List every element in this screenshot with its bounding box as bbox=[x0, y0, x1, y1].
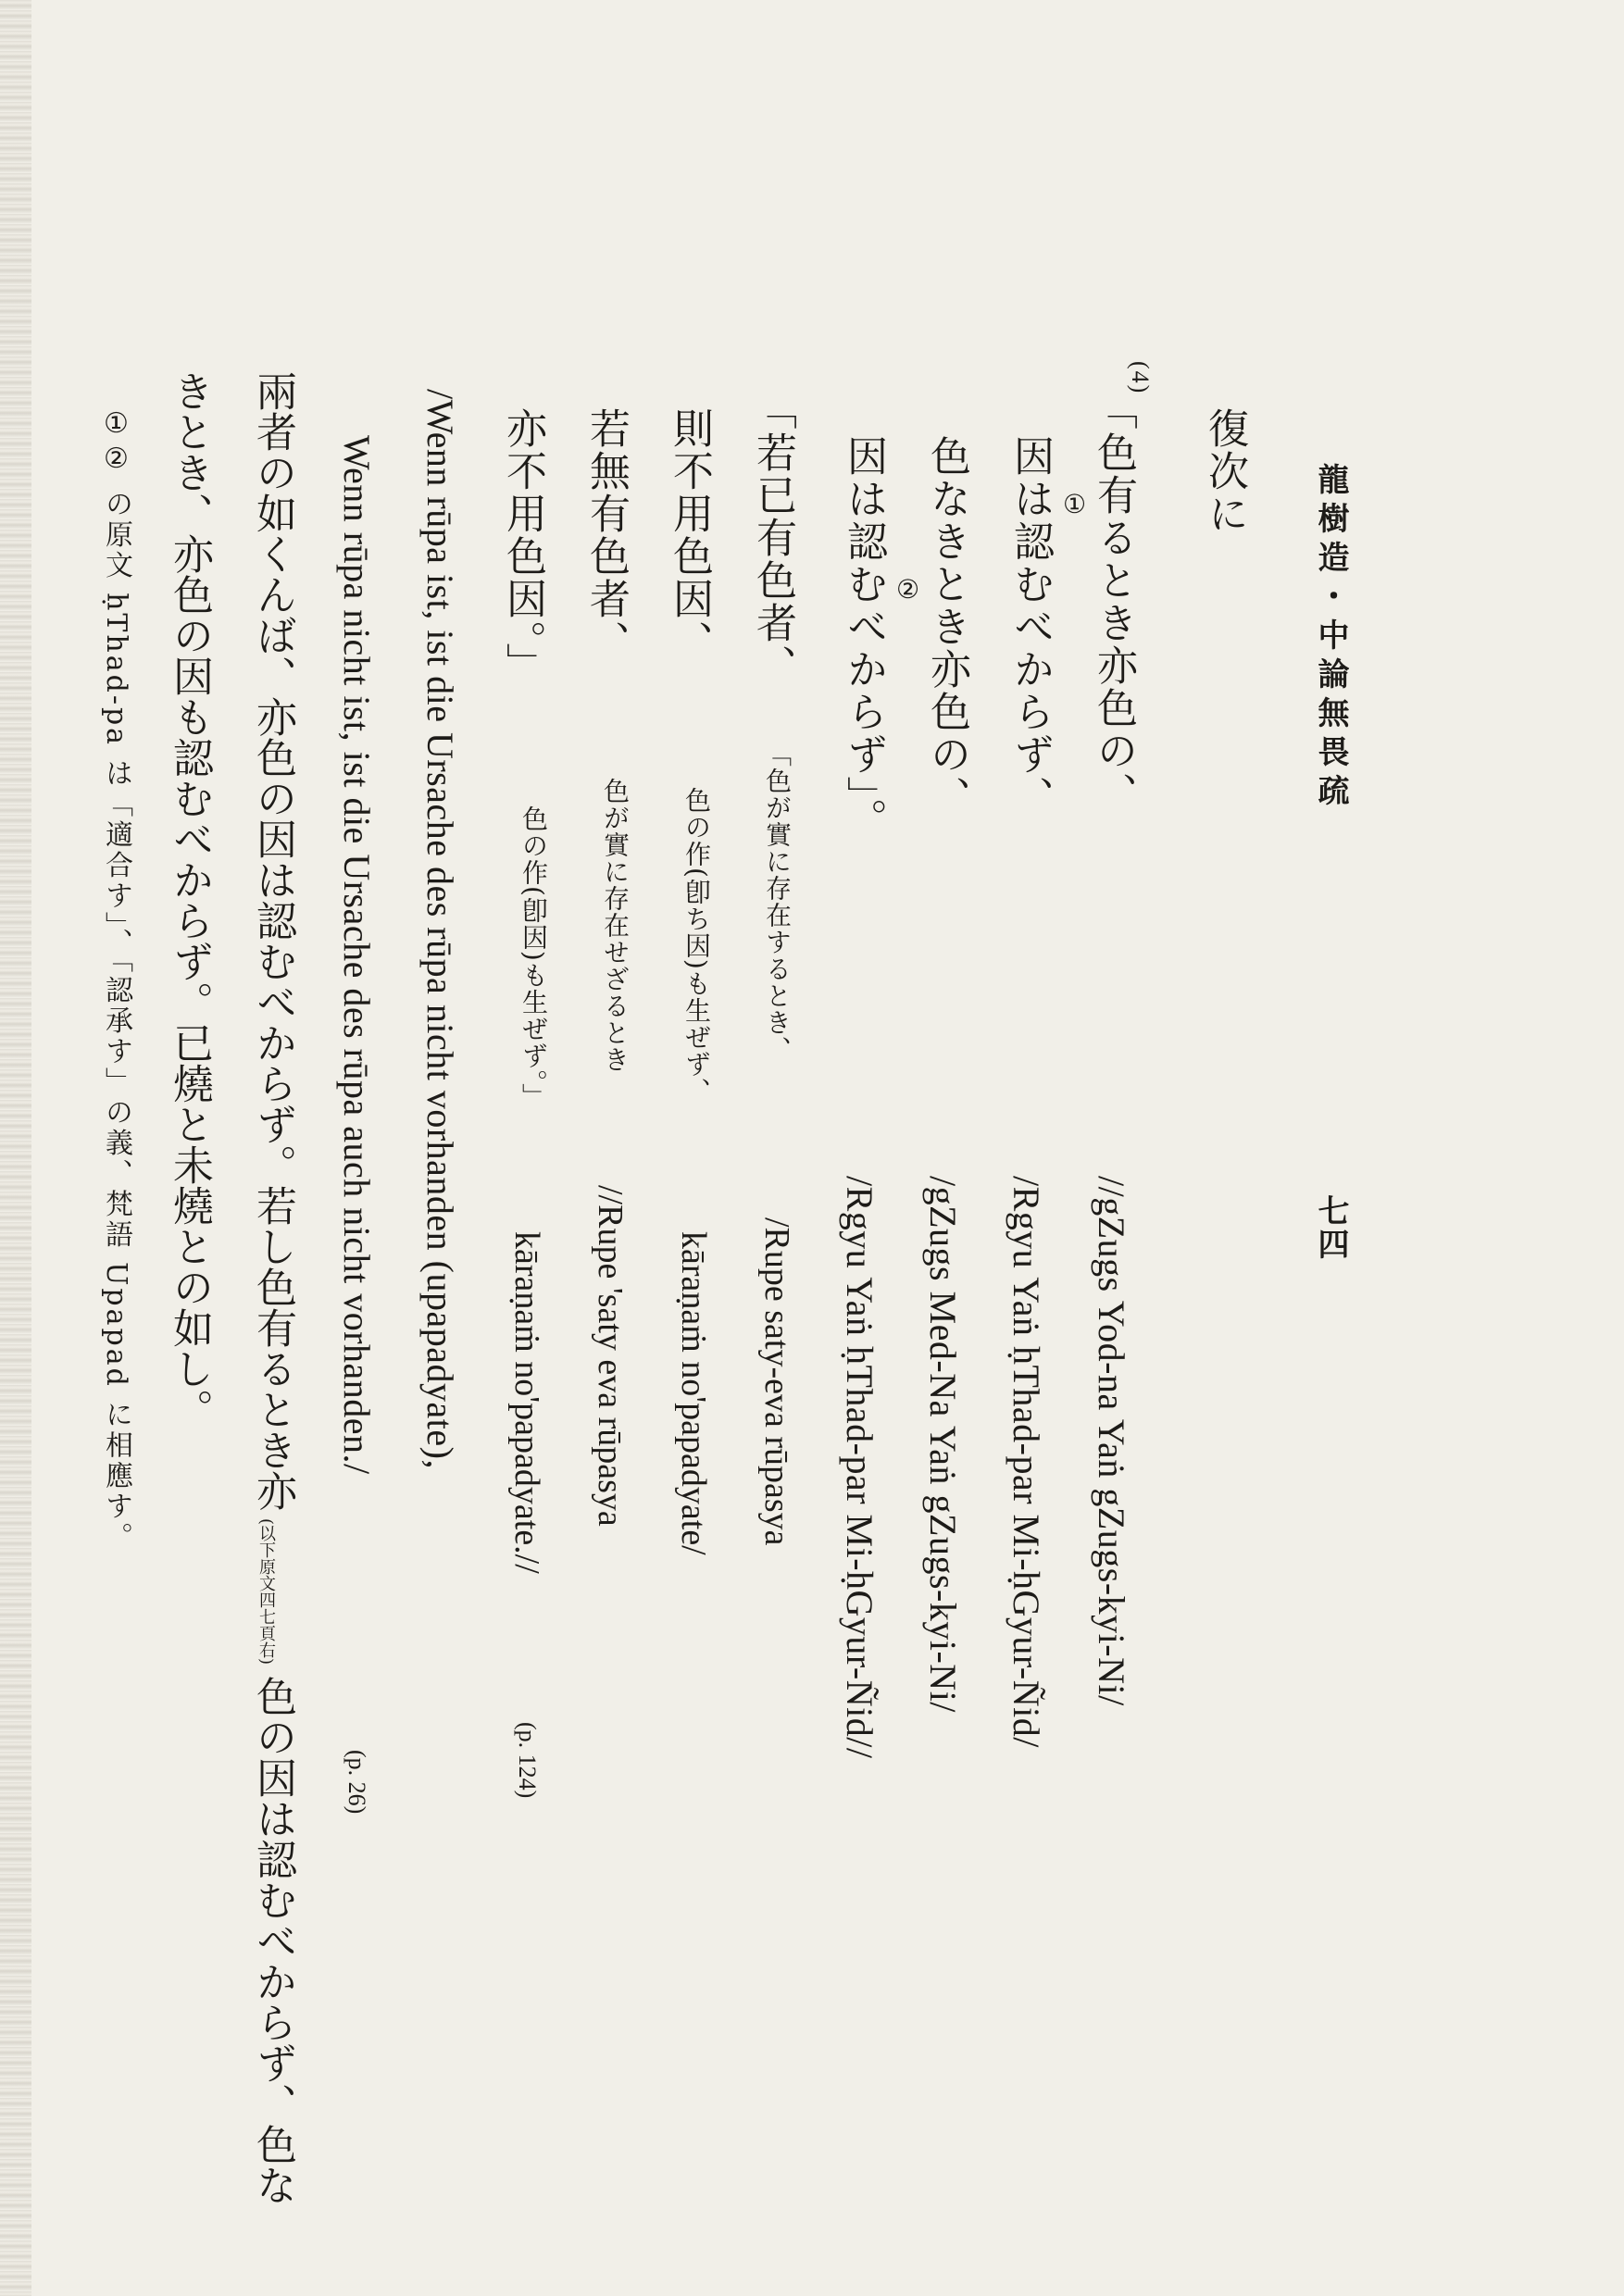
tibetan-line-4: /Rgyu Yaṅ ḥThad-par Mi-ḥGyur-Ñid// bbox=[839, 1176, 881, 1759]
running-header: 龍樹造・中論無畏疏 bbox=[1312, 463, 1349, 813]
intro-line: 復次に bbox=[1201, 407, 1248, 535]
page-number: 七四 bbox=[1312, 1194, 1349, 1261]
verse-number-marker: (4) bbox=[1127, 361, 1154, 395]
gloss-line-1: 「色が實に存在するとき、 bbox=[762, 741, 793, 1063]
german-line-1: /Wenn rūpa ist, ist die Ursache des rūpa nicht vorhanden (upapadyate), bbox=[419, 389, 461, 1469]
gloss-line-2: 色の作(卽ち因)も生ぜず、 bbox=[681, 787, 712, 1104]
gloss-line-3: 色が實に存在せざるとき bbox=[600, 778, 631, 1073]
sanskrit-line-2: kāraṇaṁ no'papadyate/ bbox=[674, 1231, 713, 1555]
footnote: ①② の原文 ḥThad-pa は「適合す」、「認承す」の義、梵語 Upapad に相應す。 bbox=[100, 407, 132, 1554]
kanbun-line-4: 亦不用色因。」 bbox=[499, 407, 546, 685]
kanbun-line-2: 則不用色因、 bbox=[666, 407, 713, 663]
footnote-marker-2: ② bbox=[893, 574, 923, 606]
sanskrit-page-ref: (p. 124) bbox=[514, 1722, 541, 1799]
german-line-2: Wenn rūpa nicht ist, ist die Ursache des rūpa auch nicht vorhanden./ bbox=[336, 435, 378, 1475]
verse-line-4: 因は認むべからず」。 bbox=[840, 435, 887, 841]
kanbun-line-3: 若無有色者、 bbox=[582, 407, 630, 663]
scan-edge bbox=[0, 0, 31, 2296]
sanskrit-line-3: //Rupe 'saty eva rūpasya bbox=[591, 1185, 630, 1527]
german-page-ref: (p. 26) bbox=[344, 1750, 370, 1815]
tibetan-line-3: /gZugs Med-Na Yaṅ gZugs-kyi-Ni/ bbox=[922, 1176, 964, 1713]
verse-line-1: 「色有るとき亦色の、 bbox=[1090, 389, 1137, 815]
kanbun-line-1: 「若已有色者、 bbox=[749, 389, 796, 687]
verse-line-2: 因は認むべからず、 bbox=[1006, 435, 1054, 818]
gloss-line-4: 色の作(卽因)も生ぜず。」 bbox=[518, 805, 549, 1110]
commentary-line-2: きとき、亦色の因も認むべからず。已燒と未燒との如し。 bbox=[166, 370, 213, 1429]
sanskrit-line-1: /Rupe saty-eva rūpasya bbox=[757, 1217, 796, 1546]
commentary-inline-note: (以下原文四七頁右) bbox=[256, 1518, 276, 1666]
tibetan-line-1: //gZugs Yod-na Yaṅ gZugs-kyi-Ni/ bbox=[1091, 1176, 1132, 1706]
footnote-marker-1: ① bbox=[1059, 489, 1090, 521]
tibetan-line-2: /Rgyu Yaṅ ḥThad-par Mi-ḥGyur-Ñid/ bbox=[1006, 1176, 1047, 1748]
sanskrit-line-4: kāraṇaṁ no'papadyate.// bbox=[507, 1231, 546, 1574]
commentary-line-1a: 兩者の如くんば、亦色の因は認むべからず。若し色有るとき亦 bbox=[249, 370, 296, 1511]
commentary-line-1b: 色の因は認むべからず、色な bbox=[249, 1676, 296, 2205]
verse-line-3: 色なきとき亦色の、 bbox=[923, 435, 970, 818]
